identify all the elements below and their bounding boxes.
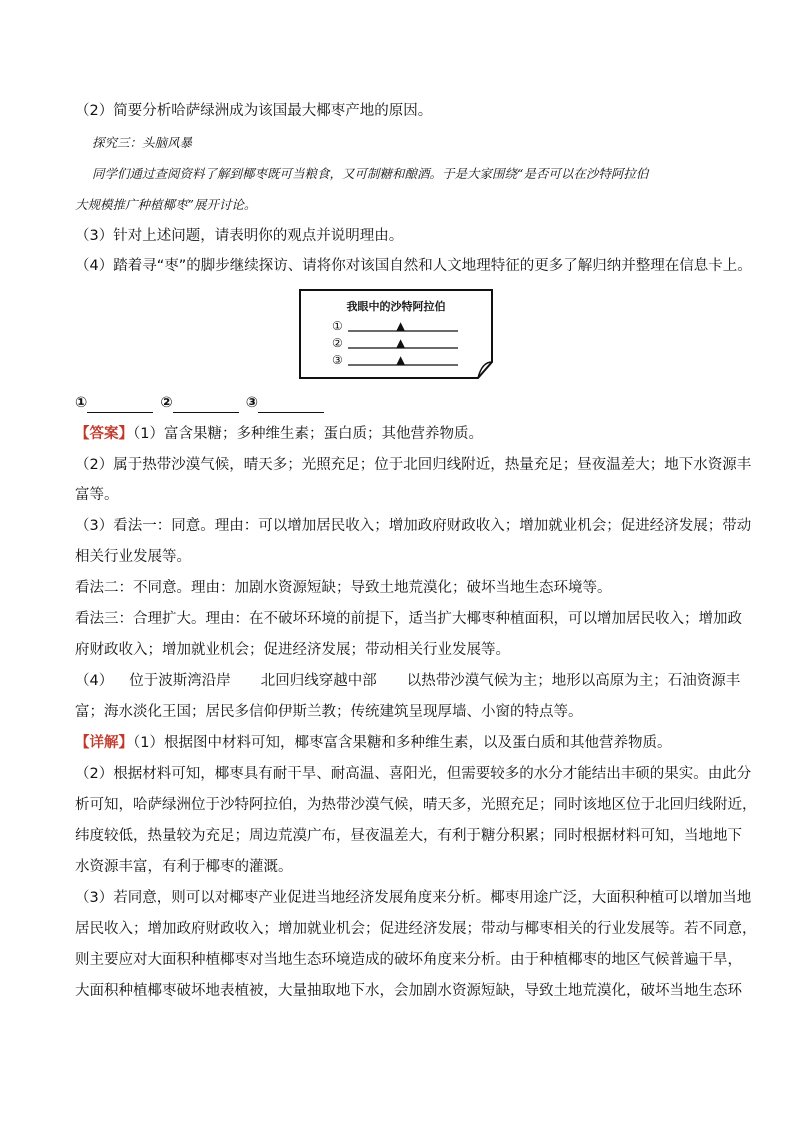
detail-2-line-3: 纬度较低，热量较为充足；周边荒漠广布，昼夜温差大，有利于糖分积累；同时根据材料可知，当地地下 [75,828,742,844]
answer-4-number: （4） [75,673,114,689]
detail-2-line-4: 水资源丰富，有利于椰枣的灌溉。 [75,859,293,875]
detail-3-line-3: 则主要应对大面积种植椰枣对当地生态环境造成的破坏角度来分析。由于种植椰枣的地区气候普遍干旱， [75,952,742,968]
section-heading: 探究三：头脑风暴 [92,135,193,150]
answer-4-blank-1: 位于波斯湾沿岸 [129,673,231,689]
answer-4-blank-2: 北回归线穿越中部 [260,673,377,689]
detail-3-line-4: 大面积种植椰枣破坏地表植被，大量抽取地下水，会加剧水资源短缺，导致土地荒漠化，破坏当地生态环 [75,983,742,999]
detail-2-line-1: （2）根据材料可知，椰枣具有耐干旱、耐高温、喜阳光，但需要较多的水分才能结出丰硕的果实。由此分 [75,766,752,782]
answer-3-line-2: 相关行业发展等。 [75,549,191,565]
detail-tag: 【详解】 [75,735,133,751]
answer-3-line-4: 看法三：合理扩大。理由：在不破坏环境的前提下，适当扩大椰枣种植面积，可以增加居民收入；增加政 [75,611,742,627]
blank-1[interactable] [87,398,153,413]
detail-1-text: （1）根据图中材料可知，椰枣富含果糖和多种维生素，以及蛋白质和其他营养物质。 [133,735,672,751]
info-card [298,288,494,380]
answer-1-text: （1）富含果糖；多种维生素；蛋白质；其他营养物质。 [133,426,483,442]
card-row-marker: ① [332,319,343,333]
triangle-icon: ▲ [396,319,406,333]
answer-1 [75,424,722,444]
answer-4-blank-3: 以热带沙漠气候为主；地形以高原为主；石油资源丰 [406,673,741,689]
card-title: 我眼中的沙特阿拉伯 [346,300,446,313]
blank-3[interactable] [258,398,324,413]
detail-2-line-2: 析可知，哈萨绿洲位于沙特阿拉伯，为热带沙漠气候，晴天多，光照充足；同时该地区位于北回归线附近， [75,797,757,813]
detail-1 [75,733,722,753]
answer-3-line-1: （3）看法一：同意。理由：可以增加居民收入；增加政府财政收入；增加就业机会；促进经济发展；带动 [75,518,752,534]
answer-4-line-2: 富；海水淡化王国；居民多信仰伊斯兰教；传统建筑呈现厚墙、小窗的特点等。 [75,704,583,720]
blank-label-2: ② [160,395,173,411]
card-row-2 [332,336,406,350]
blank-label-3: ③ [245,395,258,411]
answer-blanks [75,393,722,413]
answer-2-line-1: （2）属于热带沙漠气候，晴天多；光照充足；位于北回归线附近，热量充足；昼夜温差大；地下水资源丰 [75,457,752,473]
card-row-marker: ② [332,336,343,350]
card-row-marker: ③ [332,353,343,367]
question-3: （3）针对上述问题，请表明你的观点并说明理由。 [75,228,404,244]
detail-3-line-2: 居民收入；增加政府财政收入；增加就业机会；促进经济发展；带动与椰枣相关的行业发展等。若不同意， [75,921,757,937]
detail-3-line-1: （3）若同意，则可以对椰枣产业促进当地经济发展角度来分析。椰枣用途广泛，大面积种植可以增加当地 [75,890,752,906]
blank-label-1: ① [75,395,88,411]
answer-3-line-5: 府财政收入；增加就业机会；促进经济发展；带动相关行业发展等。 [75,642,510,658]
material-text-1: 同学们通过查阅资料了解到椰枣既可当粮食，又可制糖和酿酒。于是大家围绕“是否可以在沙特阿拉伯 [92,166,649,181]
answer-3-line-3: 看法二：不同意。理由：加剧水资源短缺；导致土地荒漠化；破坏当地生态环境等。 [75,580,612,596]
material-text-2: 大规模推广种植椰枣”展开讨论。 [75,197,257,212]
answer-tag: 【答案】 [75,426,133,442]
question-4: （4）踏着寻“枣”的脚步继续探访、请将你对该国自然和人文地理特征的更多了解归纳并整理在信息卡上。 [75,258,752,274]
triangle-icon: ▲ [396,353,406,367]
card-row-1 [332,319,406,333]
question-2: （2）简要分析哈萨绿洲成为该国最大椰枣产地的原因。 [75,103,433,119]
triangle-icon: ▲ [396,336,406,350]
answer-4-line-1 [75,671,741,691]
answer-2-line-2: 富等。 [75,487,119,503]
blank-2[interactable] [173,398,239,413]
card-row-3 [332,353,406,367]
